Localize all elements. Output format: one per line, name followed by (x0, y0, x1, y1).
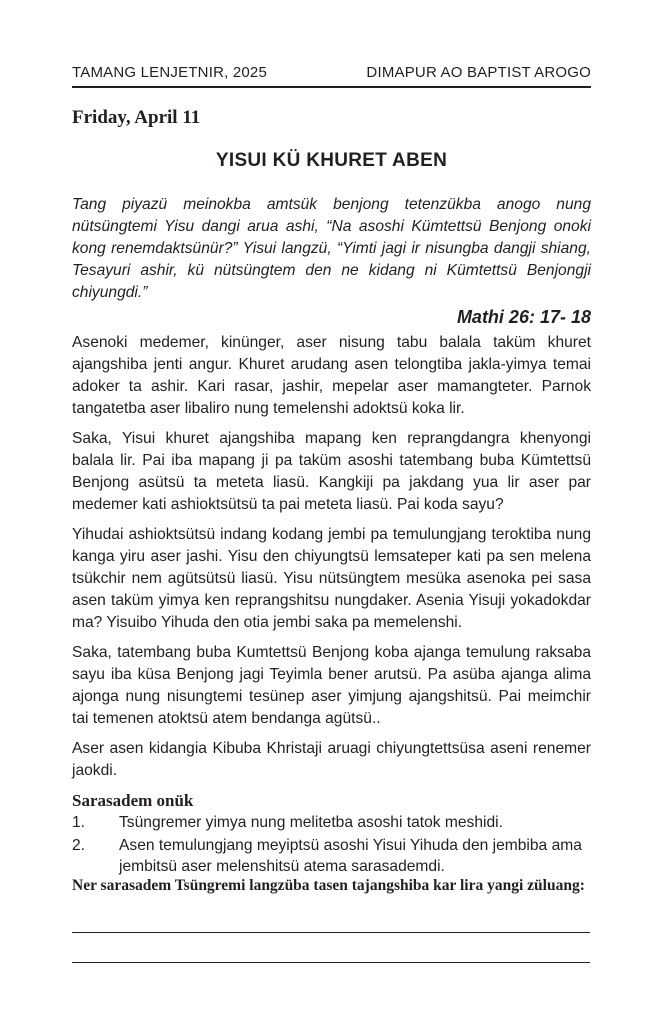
header-rule (72, 86, 591, 88)
scripture-verse: Tang piyazü meinokba amtsük benjong tetenzükba anogo nung nütsüngtemi Yisu dangi arua ashi, “Na asoshi Kümtettsü Benjong onoki kong renemdaktsünür?” Yisui langzü, “Yimti jagi ir nisungba dangji shiang, Tesayuri ashir, kü nütsüngtem den ne kidang ni Kümtettsü Benjongji chiyungdi.” (72, 196, 591, 301)
running-header (72, 64, 591, 86)
body-paragraph: Aser asen kidangia Kibuba Khristaji aruagi chiyungtettsüsa aseni renemer jaokdi. (72, 740, 591, 779)
scripture-reference: Mathi 26: 17- 18 (456, 307, 591, 327)
body-paragraph: Yihudai ashioktsütsü indang kodang jembi pa temulungjang teroktiba nung kanga yiru aser jashi. Yisu den chiyungtsü lemsateper kati pa sen melena tsükchir nem agütsütsü liasü. Yisu nütsüngtem mesüka asenoka pei sasa asen taküm yimya ken reprangshitsu nungdaker. Asenia Yisuji yokadokdar ma? Yisuibo Yihuda den otia jembi saka pa memelenshi. (72, 526, 591, 631)
header-publisher: DIMAPUR AO BAPTIST AROGO (366, 64, 591, 81)
body-paragraph: Saka, Yisui khuret ajangshiba mapang ken reprangdangra khenyongi balala lir. Pai iba mapang ji pa taküm asoshi tatembang buba Kümtettsü Benjong asütsü ta meteta liasü. Kangkiji pa jakdang yua lir aser par medemer kati ashioktsütsü ta pai meteta liasü. Pai koda sayu? (72, 430, 591, 513)
devotion-date: Friday, April 11 (72, 107, 201, 128)
body-paragraph: Asenoki medemer, kinünger, aser nisung tabu balala taküm khuret ajangshiba jenti angur. Khuret arudang asen telongtiba jakla-yimya temai adoker ta ashir. Kari rasar, jashir, mepelar aser mamangteter. Parnok tangatetba aser libaliro nung temelenshi adoktsü koka lir. (72, 334, 591, 417)
list-item-number: 2. (72, 837, 86, 854)
list-item-number: 1. (72, 814, 86, 831)
prayer-prompt: Ner sarasadem Tsüngremi langzüba tasen tajangshiba kar lira yangi züluang: (72, 877, 585, 894)
list-item-text: Tsüngremer yimya nung melitetba asoshi tatok meshidi. (119, 814, 503, 831)
list-item (72, 812, 591, 833)
list-item-text: Asen temulungjang meyiptsü asoshi Yisui Yihuda den jembiba ama jembitsü aser melenshitsü atema sarasademdi. (119, 837, 582, 875)
reflection-list (72, 812, 591, 879)
devotion-title: YISUI KÜ KHURET ABEN (215, 150, 448, 171)
list-item (72, 835, 591, 877)
writing-line (72, 962, 590, 963)
devotion-body (72, 194, 591, 790)
writing-line (72, 932, 590, 933)
header-publication-title: TAMANG LENJETNIR, 2025 (72, 64, 268, 81)
reflection-heading: Sarasadem onük (72, 791, 194, 810)
body-paragraph: Saka, tatembang buba Kumtettsü Benjong koba ajanga temulung raksaba sayu iba küsa Benjong jagi Teyimla bener arutsü. Pa asüba ajanga alima ajonga nung nisungtemi tesünep aser yimjung ajangshitsü. Pai meimchir tai temenen atoktsü atem bendanga agütsü.. (72, 644, 591, 727)
